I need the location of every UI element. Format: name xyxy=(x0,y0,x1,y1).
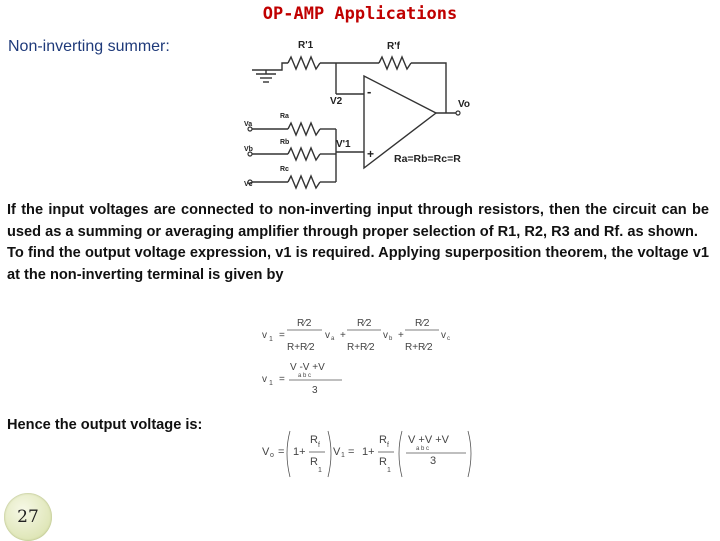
eq1-va: v xyxy=(325,330,330,341)
label-rf: R'f xyxy=(387,41,400,52)
eq2-num-subs: a b c xyxy=(416,446,430,452)
eq1-sub-c: c xyxy=(447,336,450,342)
label-v2: V2 xyxy=(330,96,343,107)
resistor-rc-icon xyxy=(288,176,320,188)
label-rc: Rc xyxy=(280,166,289,173)
eq1-plus-2: + xyxy=(398,330,404,341)
eq2-one-plus-2: 1+ xyxy=(362,446,375,458)
eq1-vc: v xyxy=(441,330,446,341)
paragraph-1: If the input voltages are connected to non-inverting input through resistors, then the circuit can be used as a summing or averaging amplifier through proper selection of R1, R2, R3 and Rf. as shown. xyxy=(7,202,709,240)
eq1-num-b: R⁄2 xyxy=(357,318,372,329)
hence-text: Hence the output voltage is: xyxy=(7,417,203,433)
label-v1: V'1 xyxy=(336,139,351,150)
eq2-sub-o: o xyxy=(270,452,274,459)
eq1-den-a: R+R⁄2 xyxy=(287,342,315,353)
eq1-sub-a: a xyxy=(331,336,335,342)
eq1b-den: 3 xyxy=(312,385,318,394)
eq2-r1-1: R xyxy=(310,456,318,468)
eq2-rf-sub-2: f xyxy=(387,442,389,449)
resistor-r1-icon xyxy=(288,57,320,69)
ground-icon xyxy=(256,70,276,82)
non-inverting-summer-circuit xyxy=(236,34,486,192)
eq1-vb: v xyxy=(383,330,388,341)
eq2-one-plus-1: 1+ xyxy=(293,446,306,458)
label-minus: - xyxy=(367,84,372,99)
eq2-r1-sub-2: 1 xyxy=(387,467,391,474)
eq1-den-b: R+R⁄2 xyxy=(347,342,375,353)
eq1b-equals: = xyxy=(279,374,285,385)
eq2-num: V +V +V xyxy=(408,434,449,446)
eq2-equals-1: = xyxy=(278,446,285,458)
label-r1: R'1 xyxy=(298,40,314,51)
terminal-vo-icon xyxy=(456,111,460,115)
eq1-v: v xyxy=(262,330,267,341)
eq1-plus-1: + xyxy=(340,330,346,341)
eq2-rf-sub-1: f xyxy=(318,442,320,449)
eq2-rf-2: R xyxy=(379,434,387,446)
resistor-ra-icon xyxy=(288,123,320,135)
eq2-den: 3 xyxy=(430,455,437,467)
eq2-r1-sub-1: 1 xyxy=(318,467,322,474)
eq1-den-c: R+R⁄2 xyxy=(405,342,433,353)
label-rb: Rb xyxy=(280,139,290,146)
label-relation: Ra=Rb=Rc=R xyxy=(394,153,461,165)
page-number: 27 xyxy=(17,507,39,527)
eq2-v1-sub: 1 xyxy=(341,452,345,459)
resistor-rb-icon xyxy=(288,148,320,160)
eq1-sub-b: b xyxy=(389,336,393,342)
equation-v1 xyxy=(262,312,462,394)
eq1b-v: v xyxy=(262,374,267,385)
slide-title: OP-AMP Applications xyxy=(262,4,458,24)
body-text xyxy=(7,200,709,286)
label-vb: Vb xyxy=(244,146,253,153)
eq2-v1: V xyxy=(333,446,341,458)
resistor-rf-icon xyxy=(379,57,411,69)
page-number-badge xyxy=(4,493,52,541)
eq1b-num-subs: a b c xyxy=(298,373,312,379)
label-va: Va xyxy=(244,121,253,128)
eq1-num-a: R⁄2 xyxy=(297,318,312,329)
eq1b-sub: 1 xyxy=(269,380,273,387)
eq1b-num: V -V +V xyxy=(290,362,325,373)
eq1-sub1: 1 xyxy=(269,336,273,343)
section-subtitle: Non-inverting summer: xyxy=(8,38,170,55)
paragraph-2: To find the output voltage expression, v1 is required. Applying superposition theorem, the voltage v1 at the non-inverting terminal is given by xyxy=(7,245,709,283)
label-vo: Vo xyxy=(458,99,471,110)
eq1-equals: = xyxy=(279,330,285,341)
label-vc: Vc xyxy=(244,181,253,188)
eq2-v: V xyxy=(262,446,270,458)
label-ra: Ra xyxy=(280,113,289,120)
equation-vo xyxy=(262,425,477,480)
eq2-r1-2: R xyxy=(379,456,387,468)
eq1-num-c: R⁄2 xyxy=(415,318,430,329)
label-plus: + xyxy=(367,147,375,161)
eq2-equals-2: = xyxy=(348,446,355,458)
eq2-rf-1: R xyxy=(310,434,318,446)
